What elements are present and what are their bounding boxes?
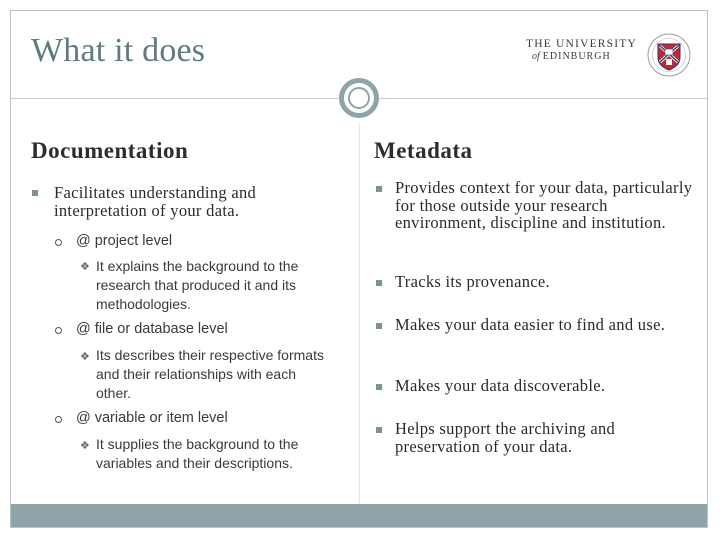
logo-subtext — [532, 51, 611, 62]
bullet-marker — [32, 190, 38, 196]
footer-bar — [11, 504, 707, 527]
level-label: @ variable or item level — [76, 410, 228, 426]
right-point: Provides context for your data, particularly for those outside your research environment, discipline and institution. — [395, 178, 693, 232]
sub-bullet-marker — [55, 416, 62, 423]
left-point: Facilitates understanding and interpretation of your data. — [54, 183, 257, 220]
right-point: Tracks its provenance. — [395, 272, 550, 291]
level-detail: Its describes their respective formats and their relationships with each other. — [96, 347, 324, 401]
column-divider — [359, 122, 360, 504]
logo-of: of — [532, 51, 540, 62]
university-logo — [526, 32, 706, 78]
level-label: @ file or database level — [76, 321, 228, 337]
right-heading: Metadata — [374, 138, 473, 163]
logo-text: THE UNIVERSITY — [526, 38, 638, 50]
slide-title: What it does — [31, 32, 206, 69]
bullet-marker — [376, 427, 382, 433]
level-label: @ project level — [76, 233, 173, 249]
crest-icon — [644, 32, 694, 78]
ring-inner — [348, 87, 370, 109]
bullet-marker — [376, 323, 382, 329]
diamond-bullet-icon: ❖ — [80, 350, 90, 363]
bullet-marker — [376, 186, 382, 192]
diamond-bullet-icon: ❖ — [80, 439, 90, 452]
right-point: Makes your data discoverable. — [395, 376, 606, 395]
bullet-marker — [376, 280, 382, 286]
left-heading: Documentation — [31, 138, 189, 163]
bullet-marker — [376, 384, 382, 390]
ring-ornament — [339, 78, 379, 118]
logo-name: EDINBURGH — [542, 51, 611, 62]
level-detail: It explains the background to the research that produced it and its methodologies. — [96, 258, 299, 312]
sub-bullet-marker — [55, 327, 62, 334]
right-point: Makes your data easier to find and use. — [395, 315, 666, 334]
sub-bullet-marker — [55, 239, 62, 246]
level-detail: It supplies the background to the variables and their descriptions. — [96, 436, 299, 471]
diamond-bullet-icon: ❖ — [80, 260, 90, 273]
right-point: Helps support the archiving and preservation of your data. — [395, 419, 616, 456]
